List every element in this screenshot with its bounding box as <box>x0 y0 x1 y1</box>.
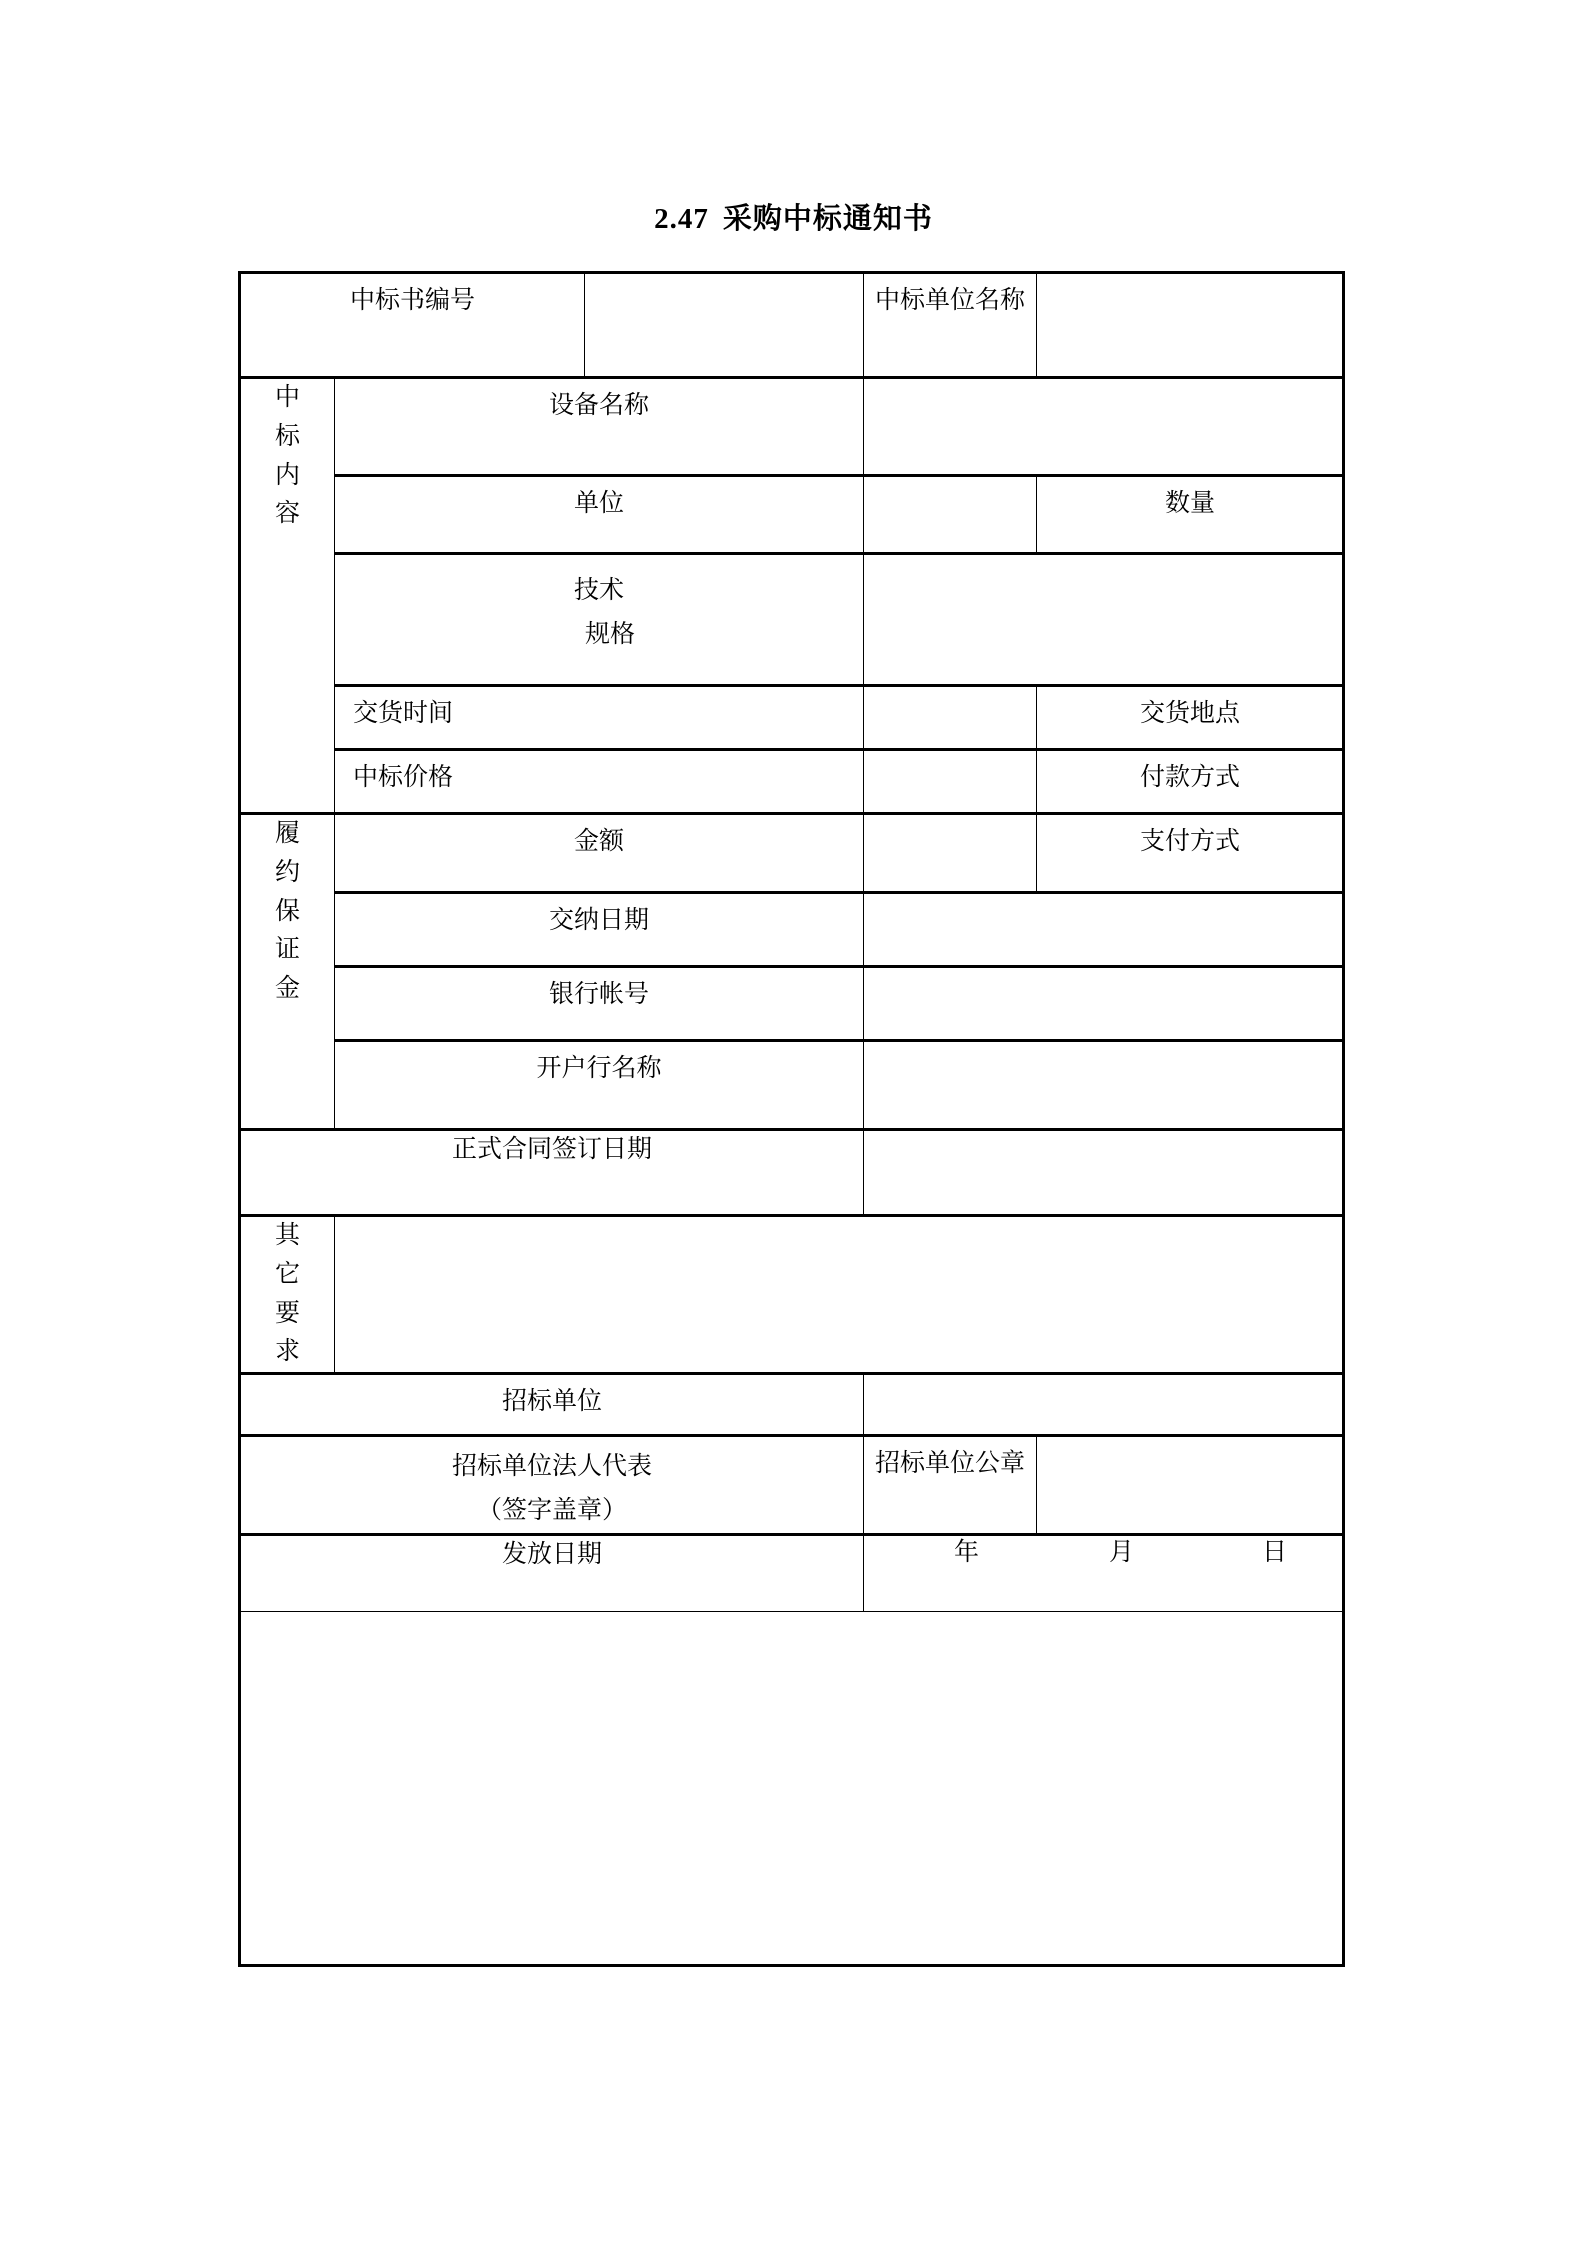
cell-bank-name-label <box>335 1041 864 1130</box>
cell-bond-paid-date-value[interactable] <box>864 893 1344 967</box>
section-label-bid-content-char-3: 容 <box>274 500 300 528</box>
cell-bank-account-label <box>335 967 864 1041</box>
value-bank-account <box>864 968 1343 978</box>
label-delivery-time: 交货时间 <box>353 700 454 727</box>
label-issue-date-wrap <box>241 1536 863 1574</box>
cell-other-requirements-value[interactable] <box>335 1216 1344 1374</box>
table-row-issue-date <box>241 1534 1344 1611</box>
cell-bond-amount-label <box>335 814 864 893</box>
value-tender-unit <box>864 1375 1343 1385</box>
section-label-other-requirements-stack <box>241 1217 334 1372</box>
section-label-bid-content <box>241 378 335 814</box>
cell-tech-spec-label <box>335 554 864 686</box>
issue-date-day-marker: 日 <box>1262 1538 1288 1566</box>
label-bank-account: 银行帐号 <box>549 981 650 1008</box>
section-label-bid-content-char-2: 内 <box>274 461 300 489</box>
label-tech-spec-line2: 规格 <box>585 620 636 648</box>
label-contract-sign-date: 正式合同签订日期 <box>452 1136 653 1163</box>
cell-contract-sign-date-label <box>241 1130 864 1216</box>
cell-delivery-time-value[interactable] <box>864 686 1037 750</box>
cell-bond-paid-date-label <box>335 893 864 967</box>
table-row-bank-name <box>241 1041 1344 1130</box>
label-winner-name: 中标单位名称 <box>875 287 1026 314</box>
cell-bid-number-value[interactable] <box>585 274 864 378</box>
label-payment-method: 付款方式 <box>1140 764 1241 791</box>
issue-date-ymd <box>864 1536 1343 1570</box>
cell-official-seal-value[interactable] <box>1037 1436 1344 1535</box>
table-row-bid-price <box>241 750 1344 814</box>
label-unit: 单位 <box>574 490 625 517</box>
table-row-tech-spec <box>241 554 1344 686</box>
cell-bond-pay-method-label <box>1037 814 1344 893</box>
section-label-other-requirements <box>241 1216 335 1374</box>
cell-bid-number-label <box>241 274 585 378</box>
value-equipment-name <box>864 379 1343 389</box>
label-tender-unit: 招标单位 <box>502 1388 603 1415</box>
table-row-legal-rep-seal <box>241 1436 1344 1535</box>
section-label-bid-content-char-0: 中 <box>274 384 300 411</box>
value-payment-method <box>1344 751 1362 761</box>
table-row-tender-unit <box>241 1374 1344 1436</box>
cell-tender-unit-label <box>241 1374 864 1436</box>
cell-payment-method-label <box>1037 750 1344 814</box>
value-tech-spec <box>864 555 1343 565</box>
label-issue-date: 发放日期 <box>502 1540 603 1568</box>
table-row-unit-quantity <box>241 476 1344 554</box>
value-official-seal <box>1037 1437 1343 1447</box>
label-bond-pay-method: 支付方式 <box>1140 828 1241 855</box>
label-bid-number: 中标书编号 <box>350 287 476 314</box>
section-label-performance-bond-char-2: 保 <box>274 897 300 925</box>
label-delivery-place: 交货地点 <box>1140 700 1241 727</box>
cell-delivery-place-label <box>1037 686 1344 750</box>
issue-date-year-marker: 年 <box>954 1538 980 1566</box>
value-bond-paid-date <box>864 894 1343 904</box>
cell-unit-value[interactable] <box>864 476 1037 554</box>
cell-unit-label <box>335 476 864 554</box>
label-bond-paid-date: 交纳日期 <box>549 907 650 934</box>
label-equipment-name: 设备名称 <box>549 392 650 419</box>
cell-winner-name-label <box>864 274 1037 378</box>
label-legal-rep-line2: （签字盖章） <box>477 1496 628 1524</box>
section-label-other-requirements-char-1: 它 <box>274 1260 300 1288</box>
label-bid-price: 中标价格 <box>353 764 454 791</box>
cell-tech-spec-value[interactable] <box>864 554 1344 686</box>
page-title-number: 2.47 <box>654 203 709 235</box>
cell-bid-price-label <box>335 750 864 814</box>
label-bank-name: 开户行名称 <box>536 1055 662 1082</box>
table-row-other-requirements <box>241 1216 1344 1374</box>
value-delivery-place <box>1344 687 1362 697</box>
section-label-performance-bond-char-4: 金 <box>274 975 300 1002</box>
label-official-seal: 招标单位公章 <box>875 1450 1026 1477</box>
value-bond-amount <box>864 815 1036 825</box>
table-row-bond-paid-date <box>241 893 1344 967</box>
label-tech-spec <box>335 555 863 657</box>
page-title-text: 采购中标通知书 <box>722 203 933 235</box>
section-label-bid-content-char-1: 标 <box>274 422 300 450</box>
section-label-performance-bond-char-3: 证 <box>274 936 300 964</box>
cell-quantity-label <box>1037 476 1344 554</box>
section-label-other-requirements-char-2: 要 <box>274 1299 300 1327</box>
label-legal-rep <box>241 1437 863 1533</box>
value-contract-sign-date <box>864 1131 1343 1141</box>
cell-issue-date-label <box>241 1534 864 1611</box>
table-row-bond-amount <box>241 814 1344 893</box>
section-label-bid-content-stack <box>241 379 334 534</box>
cell-contract-sign-date-value[interactable] <box>864 1130 1344 1216</box>
table-row-bank-account <box>241 967 1344 1041</box>
table-row-contract-sign-date <box>241 1130 1344 1216</box>
value-winner-name <box>1037 274 1343 284</box>
cell-bond-amount-value[interactable] <box>864 814 1037 893</box>
cell-legal-rep-label <box>241 1436 864 1535</box>
table-row-delivery <box>241 686 1344 750</box>
cell-bank-account-value[interactable] <box>864 967 1344 1041</box>
table-row-equipment-name <box>241 378 1344 476</box>
cell-bid-price-value[interactable] <box>864 750 1037 814</box>
cell-winner-name-value[interactable] <box>1037 274 1344 378</box>
section-label-performance-bond <box>241 814 335 1130</box>
label-quantity: 数量 <box>1165 490 1216 517</box>
value-quantity <box>1344 477 1362 487</box>
cell-equipment-name-label <box>335 378 864 476</box>
value-other-requirements <box>335 1217 1343 1227</box>
bid-award-notice-table <box>240 273 1344 1612</box>
cell-delivery-time-label <box>335 686 864 750</box>
issue-date-month-marker: 月 <box>1109 1538 1135 1566</box>
cell-issue-date-value[interactable] <box>864 1534 1344 1611</box>
cell-tender-unit-value[interactable] <box>864 1374 1344 1436</box>
section-label-performance-bond-stack <box>241 815 334 1009</box>
cell-bank-name-value[interactable] <box>864 1041 1344 1130</box>
section-label-performance-bond-char-0: 履 <box>274 820 300 847</box>
label-contract-sign-date-wrap <box>241 1131 863 1169</box>
cell-official-seal-label <box>864 1436 1037 1535</box>
value-bid-number <box>585 274 863 284</box>
section-label-other-requirements-char-0: 其 <box>274 1222 300 1249</box>
label-tech-spec-line1: 技术 <box>574 577 625 604</box>
section-label-performance-bond-char-1: 约 <box>274 858 300 886</box>
value-bond-pay-method <box>1344 815 1362 825</box>
cell-equipment-name-value[interactable] <box>864 378 1344 476</box>
value-bid-price <box>864 751 1036 761</box>
label-bond-amount: 金额 <box>574 828 625 855</box>
value-bank-name <box>864 1042 1343 1052</box>
section-label-other-requirements-char-3: 求 <box>274 1338 300 1366</box>
page-title <box>0 196 1587 237</box>
label-legal-rep-line1: 招标单位法人代表 <box>452 1453 653 1480</box>
table-row-bid-number <box>241 274 1344 378</box>
value-delivery-time <box>864 687 1036 697</box>
value-unit <box>864 477 1036 487</box>
